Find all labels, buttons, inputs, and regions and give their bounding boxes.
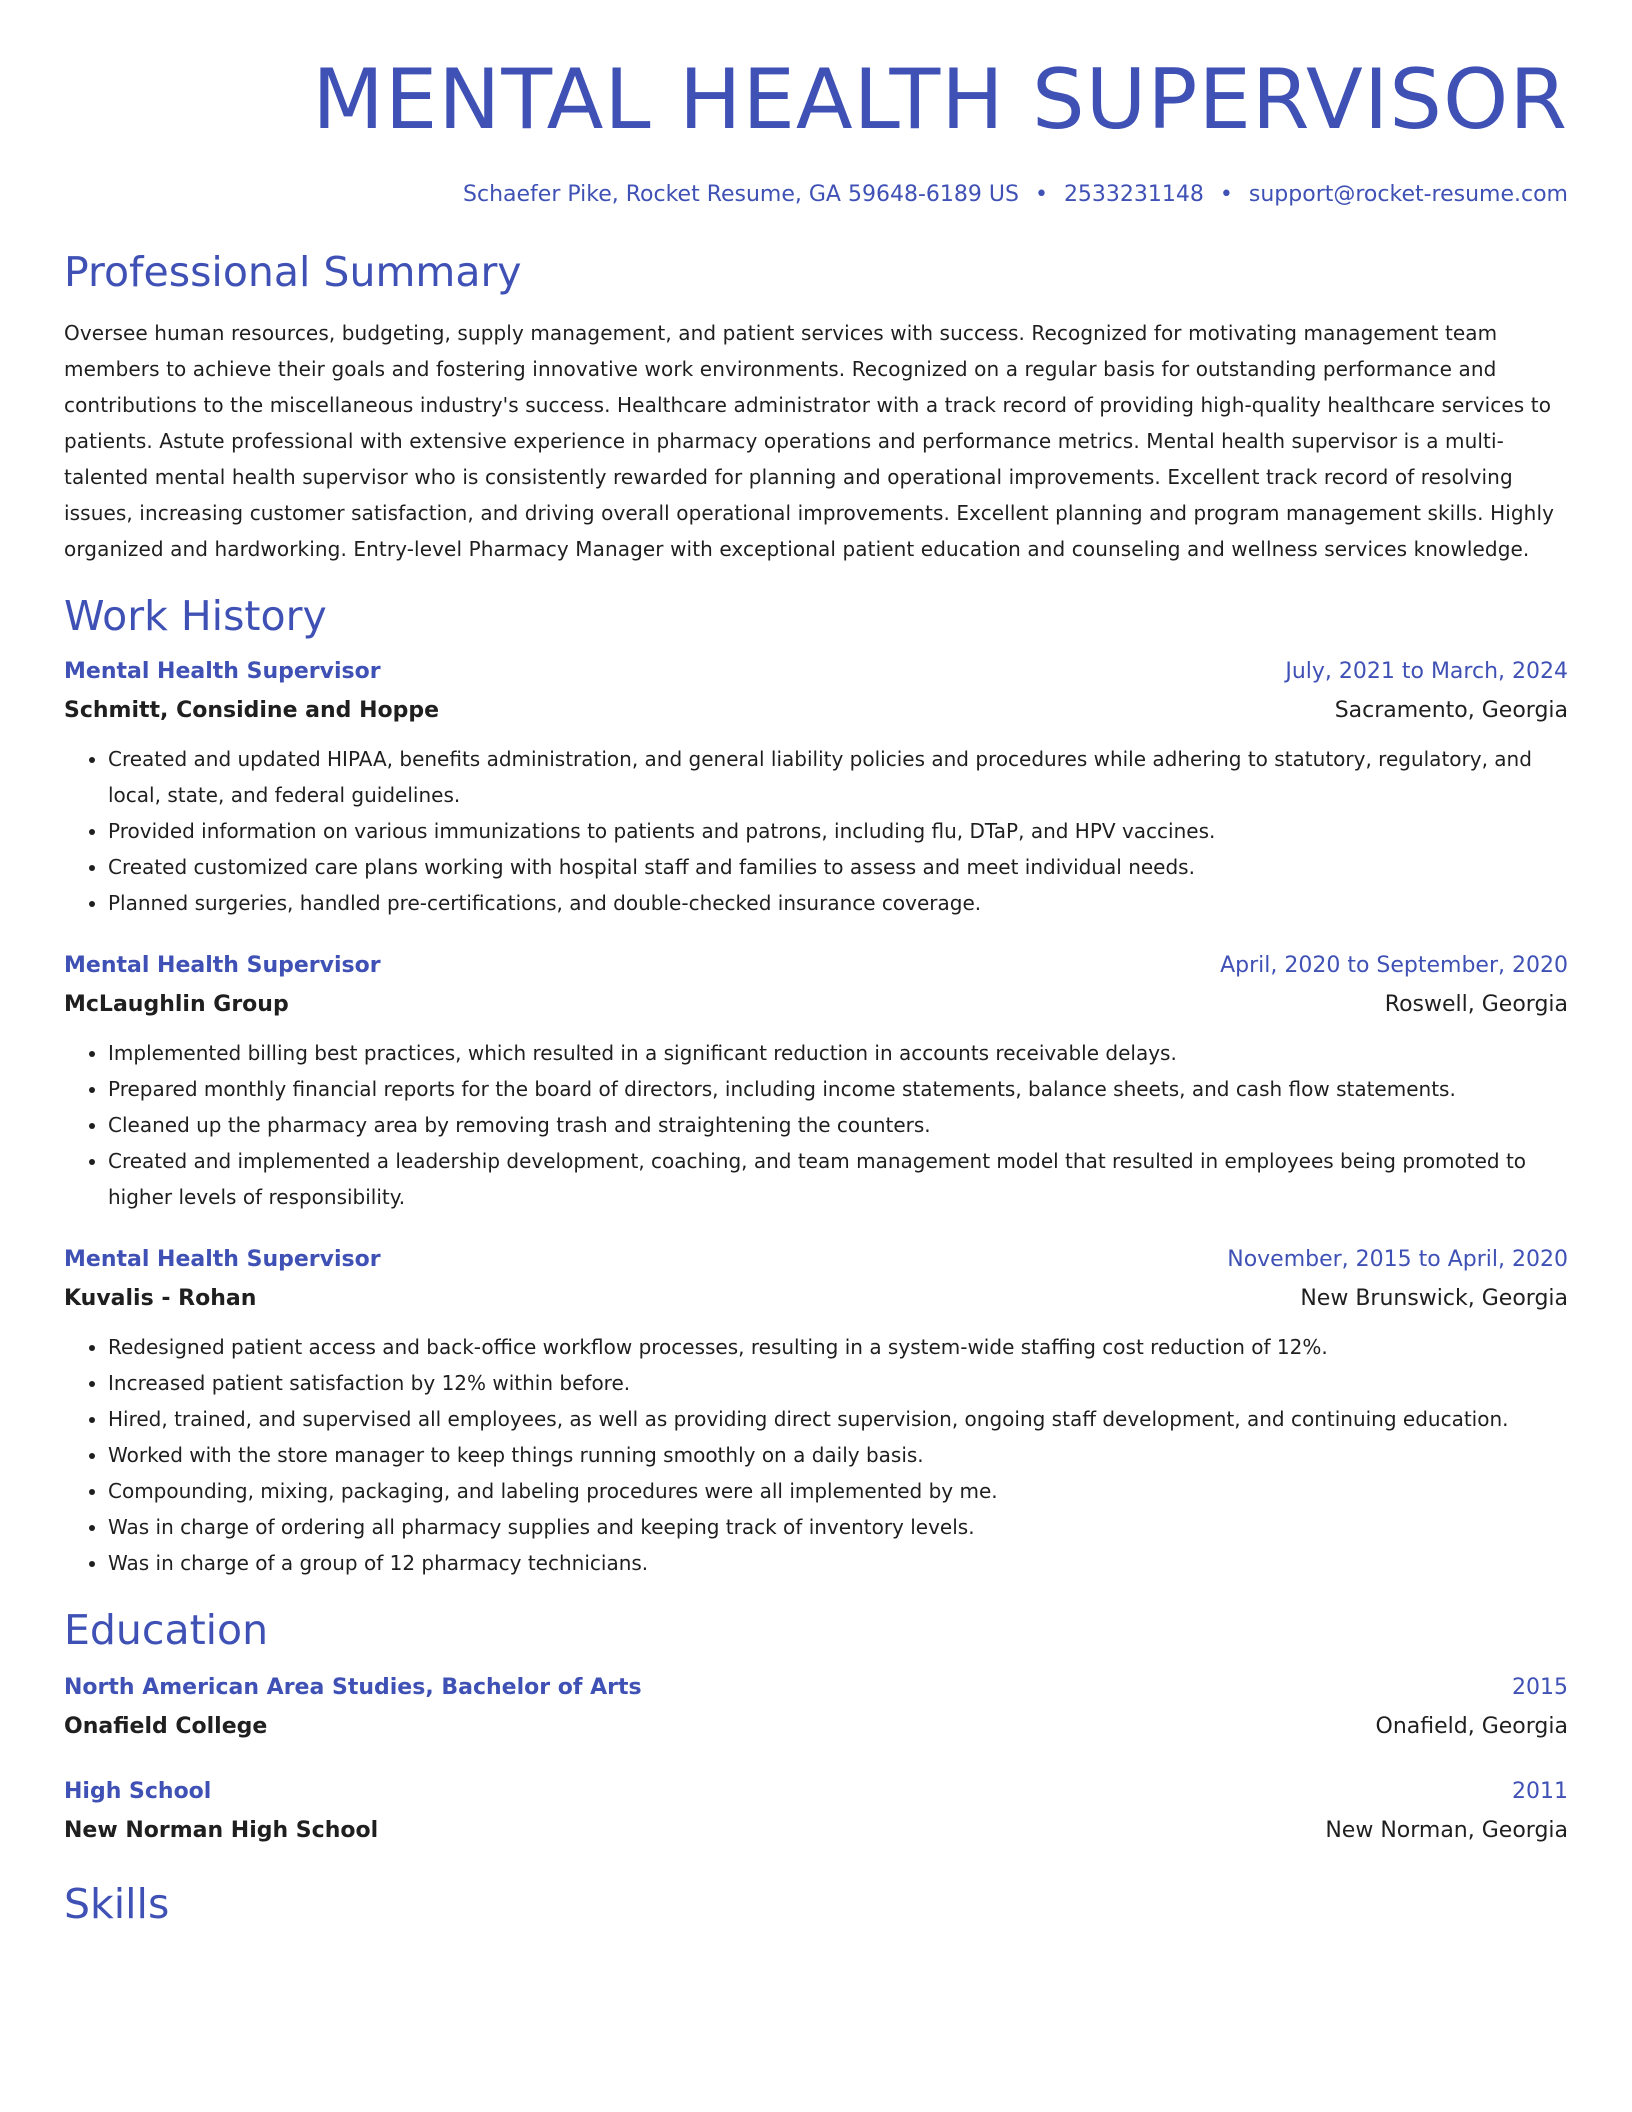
job-entry [64,1241,1568,1581]
job-title: Mental Health Supervisor [64,953,381,978]
job-bullet: • Cleaned up the pharmacy area by removing trash and straightening the counters. [108,1107,1568,1143]
job-company: Kuvalis - Rohan [64,1286,257,1311]
education-location: Onafield, Georgia [1375,1714,1568,1739]
job-dates: November, 2015 to April, 2020 [1227,1247,1568,1272]
job-bullet: • Hired, trained, and supervised all employees, as well as providing direct supervision, ongoing staff development, and continuing education. [108,1401,1568,1437]
candidate-name: MENTAL HEALTH SUPERVISOR [312,51,1568,148]
education-school: Onafield College [64,1714,268,1739]
job-dates: April, 2020 to September, 2020 [1220,953,1568,978]
job-location: Sacramento, Georgia [1334,698,1568,723]
resume-header [64,50,1568,210]
job-bullets [64,1329,1568,1581]
job-bullet: • Created customized care plans working with hospital staff and families to assess and meet individual needs. [108,849,1568,885]
contact-line [64,180,1568,210]
job-location: Roswell, Georgia [1384,992,1568,1017]
work-history-section [64,591,1568,1581]
education-year: 2015 [1512,1675,1568,1700]
job-bullet: • Compounding, mixing, packaging, and labeling procedures were all implemented by me. [108,1473,1568,1509]
education-degree: High School [64,1779,212,1804]
job-bullet: • Provided information on various immunizations to patients and patrons, including flu, DTaP, and HPV vaccines. [108,813,1568,849]
job-entry [64,653,1568,921]
section-title-work-history: Work History [64,592,327,640]
section-title-skills: Skills [64,1880,170,1928]
education-entry [64,1773,1568,1851]
job-bullet: • Redesigned patient access and back-office workflow processes, resulting in a system-wide staffing cost reduction of 12%. [108,1329,1568,1365]
job-location: New Brunswick, Georgia [1300,1286,1568,1311]
job-bullet: • Increased patient satisfaction by 12% within before. [108,1365,1568,1401]
job-title: Mental Health Supervisor [64,659,381,684]
contact-separator: • [1034,182,1048,207]
job-company: McLaughlin Group [64,992,289,1017]
contact-phone: 2533231148 [1063,182,1204,207]
job-entry [64,947,1568,1215]
contact-address: Schaefer Pike, Rocket Resume, GA 59648-6189 US [463,182,1019,207]
section-title-education: Education [64,1606,269,1654]
education-school: New Norman High School [64,1818,379,1843]
job-company: Schmitt, Considine and Hoppe [64,698,440,723]
education-section [64,1605,1568,1851]
job-bullets [64,1035,1568,1215]
section-title-summary: Professional Summary [64,248,522,296]
skills-section [64,1879,1568,1929]
job-bullet: • Prepared monthly financial reports for the board of directors, including income statements, balance sheets, and cash flow statements. [108,1071,1568,1107]
education-entry [64,1669,1568,1747]
summary-text: Oversee human resources, budgeting, supply management, and patient services with success. Recognized for motivating management team members to achieve their goals and fostering innovative work environments. Recognized on a regular basis for outstanding performance and contributions to the miscellaneous industry's success. Healthcare administrator with a track record of providing high-quality healthcare services to patients. Astute professional with extensive experience in pharmacy operations and performance metrics. Mental health supervisor is a multi-talented mental health supervisor who is consistently rewarded for planning and operational improvements. Excellent track record of resolving issues, increasing customer satisfaction, and driving overall operational improvements. Excellent planning and program management skills. Highly organized and hardworking. Entry-level Pharmacy Manager with exceptional patient education and counseling and wellness services knowledge. [64,321,1555,561]
job-bullet: • Implemented billing best practices, which resulted in a significant reduction in accounts receivable delays. [108,1035,1568,1071]
job-bullet: • Planned surgeries, handled pre-certifications, and double-checked insurance coverage. [108,885,1568,921]
job-bullet: • Created and updated HIPAA, benefits administration, and general liability policies and procedures while adhering to statutory, regulatory, and local, state, and federal guidelines. [108,741,1568,813]
job-dates: July, 2021 to March, 2024 [1285,659,1568,684]
professional-summary-section [64,247,1568,567]
job-bullet: • Was in charge of a group of 12 pharmacy technicians. [108,1545,1568,1581]
job-bullet: • Created and implemented a leadership development, coaching, and team management model that resulted in employees being promoted to higher levels of responsibility. [108,1143,1568,1215]
education-location: New Norman, Georgia [1325,1818,1568,1843]
job-bullet: • Worked with the store manager to keep things running smoothly on a daily basis. [108,1437,1568,1473]
education-year: 2011 [1512,1779,1568,1804]
job-bullet: • Was in charge of ordering all pharmacy supplies and keeping track of inventory levels. [108,1509,1568,1545]
contact-email[interactable]: support@rocket-resume.com [1248,182,1568,207]
education-degree: North American Area Studies, Bachelor of Arts [64,1675,642,1700]
job-title: Mental Health Supervisor [64,1247,381,1272]
job-bullets [64,741,1568,921]
contact-separator: • [1219,182,1233,207]
